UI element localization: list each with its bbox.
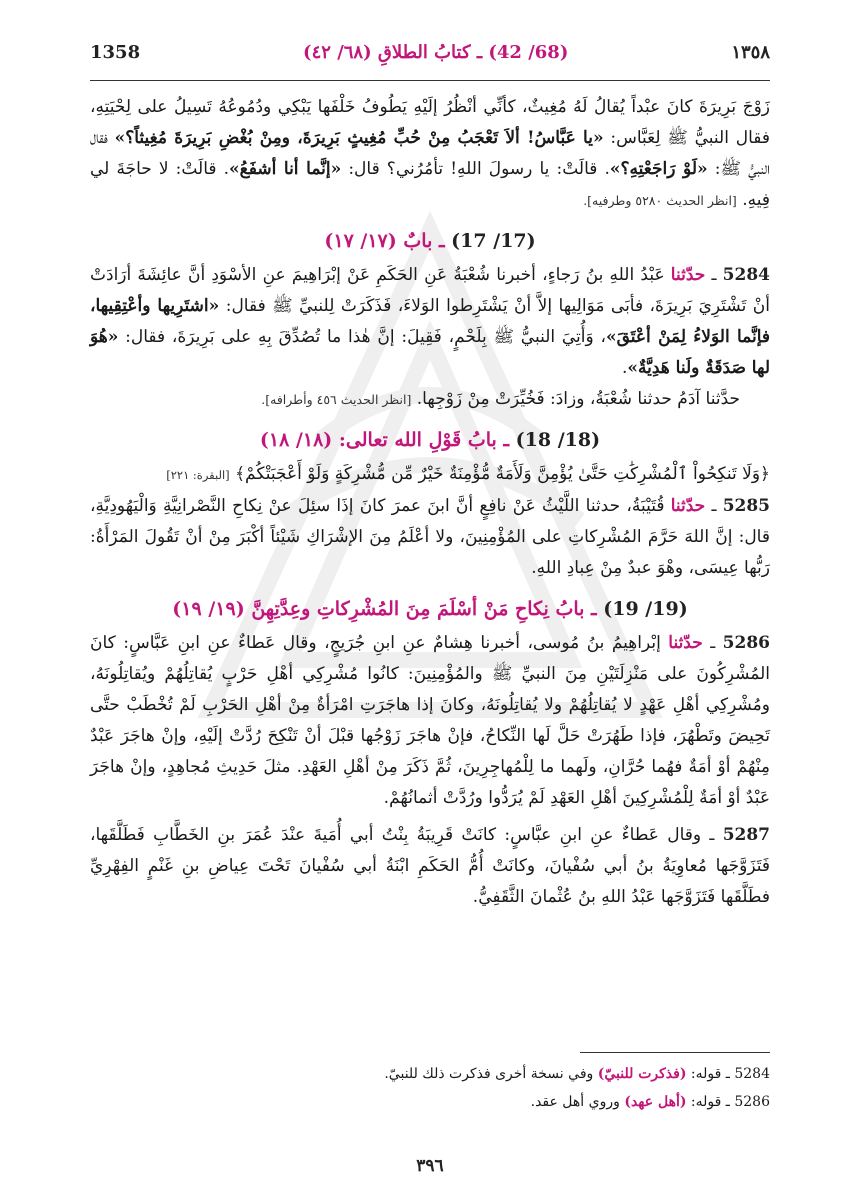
footnote-rest: وفي نسخة أخرى فذكرت ذلك للنبيّ.	[384, 1066, 598, 1082]
footnote-divider	[580, 1052, 770, 1053]
hadith-text-3: .	[621, 358, 628, 378]
hadith-addendum-text: حدَّثنا آدَمُ حدثنا شُعْبَةُ، وزادَ: فَخُيِّرَتْ مِنْ زَوْجِها.	[411, 389, 740, 409]
bab-18-heading	[90, 425, 770, 455]
intro-text-3: . قالَتْ: يا رسولَ اللهِ! تأمُرُني؟ قال:	[341, 159, 610, 179]
hadith-quote-1: «اشتَرِيها وأعْتِقِيها، فإنَّما الوَلاءُ لِمَنْ أعْتَقَ»	[90, 296, 770, 347]
bab-18-label: ـ بابُ قَوْلِ الله تعالى:	[338, 429, 510, 451]
bab-19-number-latin: (19/ 19)	[603, 598, 688, 620]
intro-source-reference: [انظر الحديث ٥٢٨٠ وطرفيه].	[583, 193, 737, 208]
haddathana-keyword: حدّثنا	[670, 265, 706, 285]
hadith-number: 5287	[722, 825, 771, 845]
hadith-text-1: عَبْدُ اللهِ بنُ رَجاءٍ، أخبرنا شُعْبَةُ عَنِ الحَكَمِ عَنْ إبْرَاهِيمَ عنِ الأسْوَدِ أنَّ عائِشَةَ أرَادَتْ أنْ تَشْتَرِيَ بَرِيرَةَ، فأبَى مَوَالِيها إلاَّ أنْ يَشْتَرِطوا الوَلاءَ، فَذَكَرَتْ لِلنبيِّ ﷺ فقال:	[90, 265, 770, 316]
intro-paragraph	[90, 92, 770, 216]
haddathana-keyword: حدّثنا	[668, 633, 703, 653]
quran-verse-reference: [البقرة: ٢٢١]	[166, 468, 230, 482]
hadith-5284: 5284 ـ حدّثنا عَبْدُ اللهِ بنُ رَجاءٍ، أخبرنا شُعْبَةُ عَنِ الحَكَمِ عَنْ إبْرَاهِيمَ عنِ الأسْوَدِ أنَّ عائِشَةَ أرَادَتْ أنْ تَشْتَرِيَ بَرِيرَةَ، فأبَى مَوَالِيها إلاَّ أنْ يَشْتَرِطوا الوَلاءَ، فَذَكَرَتْ لِلنبيِّ ﷺ فقال: «اشتَرِيها وأعْتِقِيها، فإنَّما الوَلاءُ لِمَنْ أعْتَقَ»، وَأُتِيَ النبيُّ ﷺ بِلَحْمٍ، فَقِيلَ: إنَّ هٰذا ما تُصُدِّقَ بِهِ على بَرِيرَةَ، فقال: «هُوَ لها صَدَقَةٌ ولَنا هَدِيَّةٌ».	[90, 265, 770, 378]
intro-text-2: فقال النبيُّ ﷺ:	[90, 128, 770, 179]
intro-quote-3: «إنَّما أنا أشفَعُ»	[229, 159, 342, 179]
intro-quote-2: «لَوْ رَاجَعْتِهِ؟»	[609, 159, 708, 179]
footnote-item	[90, 1088, 770, 1116]
hadith-text-1: قُتَيْبَةُ، حدثنا اللَّيْثُ عَنْ نافِعٍ أنَّ ابنَ عمرَ كانَ إذَا سئِلَ عنْ نِكاحِ النَّصْرانِيَّةِ وَالْيَهُودِيَّةِ، قال: إنَّ اللهَ حَرَّمَ المُشْرِكاتِ على المُؤْمِنِينَ، ولا أعْلَمُ مِنَ الإشْرَاكِ شَيْئاً أكْبَرَ مِنْ أنْ تَقُولَ المَرْأَةُ: رَبُّها عِيسَى، وهْوَ عبدٌ مِنْ عِبادِ اللهِ.	[90, 496, 770, 578]
chapter-title: (68/ 42) ـ كتابُ الطلاقِ (٦٨/ ٤٢)	[303, 41, 569, 63]
quran-verse	[90, 459, 770, 491]
hadith-number: 5284	[722, 265, 770, 285]
bab-18-number-arabic: (١٨/ ١٨)	[259, 429, 333, 451]
page-number-latin: 1358	[90, 41, 141, 63]
hadith-number: 5285	[722, 496, 771, 516]
hadith-number: 5286	[722, 633, 770, 653]
hadith-text-1: إبْراهِيمُ بنُ مُوسى، أخبرنا هِشامٌ عنِ ابنِ جُرَيجٍ، وقال عَطاءٌ عنِ ابنِ عَبَّاسٍ: كانَ المُشْرِكُونَ على مَنْزِلَتَيْنِ مِنَ النبيِّ ﷺ والمُؤْمِنِينَ: كانُوا مُشْرِكِي أهْلِ حَرْبٍ يُقاتِلُهُمْ ويُقاتِلُونَهُ، ومُشْرِكِي أهْلِ عَهْدٍ لا يُقاتِلُهُمْ ولا يُقاتِلُونَهُ، وكانَ إذا هاجَرَتِ امْرَأةٌ مِنْ أهْلِ الحَرْبِ لَمْ تُخْطَبْ حتَّى تَحِيضَ وتَطْهُرَ، فإذا طَهُرَتْ حَلَّ لَها النِّكاحُ، فإنْ هاجَرَ زَوْجُها قبْلَ أنْ تَنْكِحَ رُدَّتْ إلَيْهِ، وإنْ هاجَرَ عَبْدٌ مِنْهُمْ أوْ أمَةٌ فهُما حُرَّانِ، ولَهما ما لِلْمُهاجِرِينَ، ثُمَّ ذَكَرَ مِنْ أهْلِ العَهْدِ. مثلَ حَدِيثِ مُجاهِدٍ، وإنْ هاجَرَ عَبْدٌ أوْ أمَةٌ لِلْمُشْرِكِينَ أهْلِ العَهْدِ لَمْ يُرَدُّوا ورُدَّتْ أثمانُهُمْ.	[90, 633, 770, 808]
footer-page-number: ٣٩٦	[416, 1156, 444, 1176]
footnote-highlight: (أهل عهد)	[624, 1094, 687, 1110]
footnote-prefix: 5284 ـ قوله:	[686, 1066, 770, 1082]
footnotes	[90, 1060, 770, 1116]
hadith-text-1: وقال عَطاءٌ عنِ ابنِ عبَّاسٍ: كانَتْ قَرِيبَةُ بِنْتُ أبي أُمَيةَ عنْدَ عُمَرَ بنِ الخَطَّابِ فَطَلَّقَها، فَتَزَوَّجَها مُعاوِيَةُ بنُ أبي سُفْيانَ، وكانَتْ أُمُّ الحَكَمِ ابْنَةُ أبي سُفْيانَ تَحْتَ عِياضِ بنِ غَنْمٍ الفِهْرِيِّ فطَلَّقَها فَتَزَوَّجَها عَبْدُ اللهِ بنُ عُثْمانَ الثَّقَفِيُّ.	[90, 825, 770, 907]
bab-17-label: ـ بابٌ	[403, 230, 445, 252]
hadith-5285: 5285 ـ حدّثنا قُتَيْبَةُ، حدثنا اللَّيْثُ عَنْ نافِعٍ أنَّ ابنَ عمرَ كانَ إذَا سئِلَ عنْ نِكاحِ النَّصْرانِيَّةِ وَالْيَهُودِيَّةِ، قال: إنَّ اللهَ حَرَّمَ المُشْرِكاتِ على المُؤْمِنِينَ، ولا أعْلَمُ مِنَ الإشْرَاكِ شَيْئاً أكْبَرَ مِنْ أنْ تَقُولَ المَرْأَةُ: رَبُّها عِيسَى، وهْوَ عبدٌ مِنْ عِبادِ اللهِ.	[90, 496, 771, 578]
bab-17-number-latin: (17/ 17)	[451, 230, 536, 252]
footnote-prefix: 5286 ـ قوله:	[686, 1094, 770, 1110]
intro-text-1: زَوْجَ بَرِيرَةَ كانَ عبْداً يُقالُ لَهُ مُغِيثٌ، كأنِّي أنْظُرُ إلَيْهِ يَطُوفُ خَلْفَها يَبْكِي ودُمُوعُهُ تَسِيلُ على لِحْيَتِهِ، فقال النبيُّ ﷺ لِعَبَّاس:	[90, 97, 770, 148]
bab-17-number-arabic: (١٧/ ١٧)	[324, 230, 397, 252]
hadith-5287: 5287 ـ وقال عَطاءٌ عنِ ابنِ عبَّاسٍ: كانَتْ قَرِيبَةُ بِنْتُ أبي أُمَيةَ عنْدَ عُمَرَ بنِ الخَطَّابِ فَطَلَّقَها، فَتَزَوَّجَها مُعاوِيَةُ بنُ أبي سُفْيانَ، وكانَتْ أُمُّ الحَكَمِ ابْنَةُ أبي سُفْيانَ تَحْتَ عِياضِ بنِ غَنْمٍ الفِهْرِيِّ فطَلَّقَها فَتَزَوَّجَها عَبْدُ اللهِ بنُ عُثْمانَ الثَّقَفِيُّ.	[90, 825, 771, 907]
footnote-item	[90, 1060, 770, 1088]
bab-19-number-arabic: (١٩/ ١٩)	[172, 598, 245, 620]
footnote-rest: وروي أهل عقد.	[530, 1094, 625, 1110]
bab-19-label: ـ بابُ نِكاحِ مَنْ أسْلَمَ مِنَ المُشْرِكاتِ وعِدَّتِهِنَّ	[251, 598, 597, 620]
page-number-arabic: ١٣٥٨	[731, 41, 770, 63]
footnote-highlight: (فذكرت للنبيّ)	[597, 1066, 687, 1082]
bab-17-heading	[90, 226, 770, 256]
haddathana-keyword: حدّثنا	[670, 496, 706, 516]
hadith-quote-2: «هُوَ لها صَدَقَةٌ ولَنا هَدِيَّةٌ»	[90, 327, 770, 378]
header-divider	[90, 80, 770, 81]
intro-quote-1: «يا عَبَّاسُ! ألاَ تَعْجَبُ مِنْ حُبِّ مُغِيثٍ بَرِيرَةَ، ومِنْ بُغْضِ بَرِيرَةَ مُغِيثاً؟»	[114, 128, 604, 148]
quran-verse-text: ﴿وَلَا تَنكِحُواْ ٱلْمُشْرِكَٰتِ حَتَّىٰ يُؤْمِنَّ وَلَأَمَةٌ مُّؤْمِنَةٌ خَيْرٌ مِّن مُّشْرِكَةٍ وَلَوْ أَعْجَبَتْكُمْ﴾	[235, 464, 770, 484]
hadith-5286: 5286 ـ حدّثنا إبْراهِيمُ بنُ مُوسى، أخبرنا هِشامٌ عنِ ابنِ جُرَيجٍ، وقال عَطاءٌ عنِ ابنِ عَبَّاسٍ: كانَ المُشْرِكُونَ على مَنْزِلَتَيْنِ مِنَ النبيِّ ﷺ والمُؤْمِنِينَ: كانُوا مُشْرِكِي أهْلِ حَرْبٍ يُقاتِلُهُمْ ويُقاتِلُونَهُ، ومُشْرِكِي أهْلِ عَهْدٍ لا يُقاتِلُهُمْ ولا يُقاتِلُونَهُ، وكانَ إذا هاجَرَتِ امْرَأةٌ مِنْ أهْلِ الحَرْبِ لَمْ تُخْطَبْ حتَّى تَحِيضَ وتَطْهُرَ، فإذا طَهُرَتْ حَلَّ لَها النِّكاحُ، فإنْ هاجَرَ زَوْجُها قبْلَ أنْ تَنْكِحَ رُدَّتْ إلَيْهِ، وإنْ هاجَرَ عَبْدٌ مِنْهُمْ أوْ أمَةٌ فهُما حُرَّانِ، ولَهما ما لِلْمُهاجِرِينَ، ثُمَّ ذَكَرَ مِنْ أهْلِ العَهْدِ. مثلَ حَدِيثِ مُجاهِدٍ، وإنْ هاجَرَ عَبْدٌ أوْ أمَةٌ لِلْمُشْرِكِينَ أهْلِ العَهْدِ لَمْ يُرَدُّوا ورُدَّتْ أثمانُهُمْ.	[90, 633, 770, 808]
hadith-5284-addendum	[90, 384, 770, 415]
hadith-source-reference: [انظر الحديث ٤٥٦ وأطرافه].	[261, 392, 412, 407]
hadith-text-2: ، وَأُتِيَ النبيُّ ﷺ بِلَحْمٍ، فَقِيلَ: إنَّ هٰذا ما تُصُدِّقَ بِهِ على بَرِيرَةَ، فقال:	[118, 327, 606, 347]
page-header	[90, 32, 770, 72]
main-text	[90, 92, 770, 913]
intro-text-4: . قالَتْ: لا حاجَةَ لي فِيهِ.	[90, 159, 770, 210]
bab-19-heading	[90, 594, 770, 624]
bab-18-number-latin: (18/ 18)	[515, 429, 601, 451]
